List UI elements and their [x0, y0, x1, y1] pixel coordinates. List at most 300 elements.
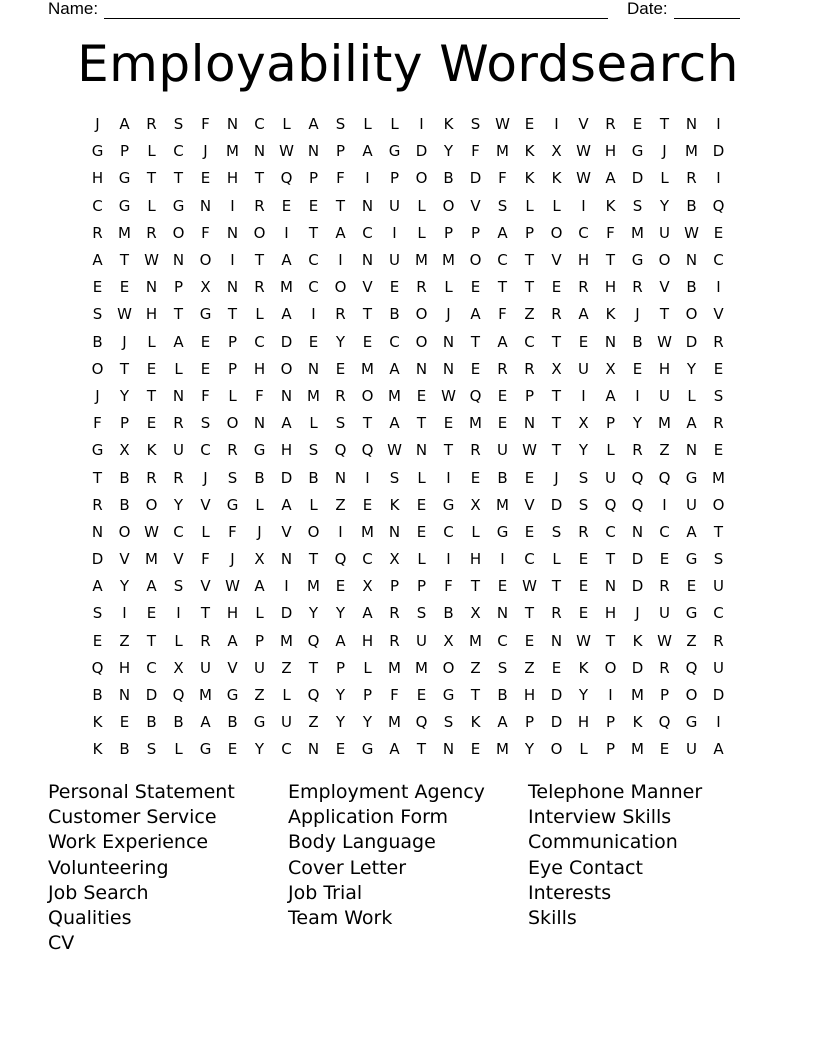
- grid-letter: A: [686, 522, 697, 541]
- grid-letter: J: [446, 305, 451, 324]
- grid-letter: W: [657, 631, 672, 650]
- grid-letter: H: [280, 441, 293, 460]
- grid-letter: K: [605, 196, 616, 215]
- grid-row: [84, 301, 732, 328]
- grid-letter: N: [307, 359, 320, 378]
- grid-letter: B: [443, 169, 454, 188]
- grid-letter: T: [308, 550, 319, 569]
- grid-letter: S: [713, 550, 724, 569]
- grid-letter: C: [497, 631, 508, 650]
- grid-letter: R: [146, 468, 157, 487]
- grid-letter: I: [230, 196, 235, 215]
- grid-letter: O: [280, 359, 293, 378]
- grid-letter: Z: [524, 305, 535, 324]
- grid-letter: H: [604, 142, 617, 161]
- grid-letter: K: [92, 713, 103, 732]
- grid-letter: E: [119, 278, 130, 297]
- letter-grid: [84, 111, 732, 764]
- word-item: Skills: [528, 906, 577, 929]
- grid-letter: Z: [335, 495, 346, 514]
- grid-letter: S: [632, 196, 643, 215]
- grid-row: [84, 138, 732, 165]
- grid-letter: O: [712, 495, 725, 514]
- grid-letter: M: [145, 550, 158, 569]
- grid-letter: S: [443, 713, 454, 732]
- grid-letter: S: [173, 577, 184, 596]
- grid-letter: P: [605, 414, 616, 433]
- grid-letter: P: [470, 223, 481, 242]
- grid-letter: S: [173, 115, 184, 134]
- grid-letter: R: [335, 305, 346, 324]
- grid-letter: Q: [334, 441, 347, 460]
- grid-letter: W: [684, 223, 699, 242]
- grid-letter: O: [604, 658, 617, 677]
- grid-letter: E: [497, 386, 508, 405]
- grid-letter: M: [496, 495, 509, 514]
- grid-letter: L: [687, 386, 696, 405]
- grid-letter: Y: [578, 441, 589, 460]
- grid-letter: R: [92, 223, 103, 242]
- grid-letter: E: [686, 577, 697, 596]
- grid-letter: G: [685, 468, 698, 487]
- grid-letter: K: [443, 115, 454, 134]
- grid-letter: T: [524, 278, 535, 297]
- grid-letter: K: [524, 169, 535, 188]
- grid-letter: A: [335, 223, 346, 242]
- grid-letter: A: [92, 251, 103, 270]
- grid-letter: R: [578, 522, 589, 541]
- grid-letter: J: [635, 305, 640, 324]
- grid-letter: C: [173, 522, 184, 541]
- grid-letter: O: [91, 359, 104, 378]
- grid-letter: P: [173, 278, 184, 297]
- grid-letter: N: [550, 631, 563, 650]
- grid-letter: Y: [173, 495, 184, 514]
- grid-letter: T: [497, 278, 508, 297]
- grid-letter: E: [308, 196, 319, 215]
- grid-letter: N: [361, 196, 374, 215]
- grid-letter: I: [122, 604, 127, 623]
- grid-letter: N: [307, 740, 320, 759]
- grid-letter: C: [308, 251, 319, 270]
- grid-letter: H: [577, 251, 590, 270]
- grid-letter: U: [713, 577, 724, 596]
- grid-letter: M: [280, 631, 293, 650]
- grid-letter: R: [254, 278, 265, 297]
- grid-row: [84, 464, 732, 491]
- grid-row: [84, 492, 732, 519]
- word-item: Job Trial: [288, 881, 363, 904]
- grid-letter: C: [362, 550, 373, 569]
- grid-letter: S: [416, 604, 427, 623]
- grid-letter: N: [226, 223, 239, 242]
- grid-letter: Y: [335, 686, 346, 705]
- grid-letter: N: [442, 740, 455, 759]
- grid-letter: E: [524, 115, 535, 134]
- grid-letter: O: [550, 223, 563, 242]
- grid-row: [84, 655, 732, 682]
- grid-letter: H: [658, 359, 671, 378]
- grid-letter: S: [578, 468, 589, 487]
- grid-letter: E: [497, 577, 508, 596]
- grid-letter: N: [415, 359, 428, 378]
- grid-letter: T: [551, 332, 562, 351]
- grid-letter: E: [308, 332, 319, 351]
- grid-letter: R: [659, 658, 670, 677]
- grid-letter: R: [416, 278, 427, 297]
- grid-row: [84, 519, 732, 546]
- grid-letter: K: [632, 713, 643, 732]
- grid-letter: N: [361, 251, 374, 270]
- grid-letter: E: [632, 359, 643, 378]
- grid-letter: C: [254, 115, 265, 134]
- word-item: Interests: [528, 881, 612, 904]
- grid-letter: A: [362, 142, 373, 161]
- grid-letter: K: [632, 631, 643, 650]
- grid-letter: A: [119, 115, 130, 134]
- grid-row: [84, 274, 732, 301]
- grid-letter: N: [442, 332, 455, 351]
- grid-letter: D: [631, 658, 644, 677]
- grid-letter: W: [279, 142, 294, 161]
- grid-letter: O: [442, 658, 455, 677]
- grid-letter: K: [551, 169, 562, 188]
- grid-letter: X: [605, 359, 616, 378]
- grid-letter: A: [389, 740, 400, 759]
- grid-letter: T: [605, 550, 616, 569]
- grid-letter: F: [255, 386, 264, 405]
- grid-letter: P: [308, 169, 319, 188]
- grid-letter: T: [119, 251, 130, 270]
- grid-letter: C: [173, 142, 184, 161]
- grid-letter: S: [497, 658, 508, 677]
- grid-letter: N: [388, 522, 401, 541]
- grid-letter: S: [227, 468, 238, 487]
- grid-row: [84, 220, 732, 247]
- grid-letter: T: [605, 631, 616, 650]
- grid-letter: V: [578, 115, 589, 134]
- grid-letter: X: [551, 142, 562, 161]
- grid-letter: W: [657, 332, 672, 351]
- grid-letter: Z: [254, 686, 265, 705]
- name-label: Name:: [48, 0, 99, 18]
- grid-letter: N: [307, 142, 320, 161]
- grid-letter: U: [686, 495, 697, 514]
- grid-letter: E: [578, 604, 589, 623]
- grid-letter: A: [281, 305, 292, 324]
- grid-letter: D: [91, 550, 104, 569]
- grid-letter: I: [284, 577, 289, 596]
- grid-letter: R: [632, 441, 643, 460]
- grid-letter: E: [659, 550, 670, 569]
- grid-letter: Z: [524, 658, 535, 677]
- page-title: Employability Wordsearch: [77, 35, 739, 93]
- grid-letter: M: [226, 142, 239, 161]
- grid-letter: L: [309, 414, 318, 433]
- grid-letter: B: [119, 740, 130, 759]
- grid-letter: P: [227, 332, 238, 351]
- grid-letter: T: [470, 332, 481, 351]
- grid-row: [84, 383, 732, 410]
- grid-letter: M: [496, 142, 509, 161]
- name-blank-line[interactable]: [104, 18, 608, 19]
- grid-letter: C: [146, 658, 157, 677]
- grid-letter: M: [469, 631, 482, 650]
- grid-letter: A: [281, 495, 292, 514]
- grid-letter: M: [631, 223, 644, 242]
- grid-letter: K: [524, 142, 535, 161]
- grid-letter: T: [146, 386, 157, 405]
- grid-letter: A: [227, 631, 238, 650]
- grid-letter: M: [118, 223, 131, 242]
- grid-letter: L: [363, 115, 372, 134]
- grid-letter: A: [713, 740, 724, 759]
- grid-letter: Q: [415, 713, 428, 732]
- grid-letter: H: [118, 658, 131, 677]
- grid-letter: B: [686, 278, 697, 297]
- grid-row: [84, 193, 732, 220]
- grid-letter: O: [469, 251, 482, 270]
- grid-letter: Q: [172, 686, 185, 705]
- grid-letter: K: [389, 495, 400, 514]
- grid-letter: G: [253, 441, 266, 460]
- grid-letter: T: [470, 686, 481, 705]
- grid-letter: Z: [119, 631, 130, 650]
- grid-row: [84, 437, 732, 464]
- grid-letter: P: [389, 169, 400, 188]
- grid-letter: I: [716, 278, 721, 297]
- grid-letter: E: [713, 359, 724, 378]
- word-column: [528, 780, 768, 956]
- grid-letter: T: [335, 196, 346, 215]
- grid-letter: R: [578, 278, 589, 297]
- grid-letter: I: [716, 115, 721, 134]
- grid-letter: J: [95, 115, 100, 134]
- grid-letter: I: [446, 468, 451, 487]
- grid-letter: Z: [308, 713, 319, 732]
- grid-letter: I: [716, 169, 721, 188]
- grid-letter: Z: [281, 658, 292, 677]
- grid-letter: O: [253, 223, 266, 242]
- grid-letter: N: [415, 441, 428, 460]
- grid-letter: R: [659, 577, 670, 596]
- grid-letter: I: [338, 522, 343, 541]
- grid-letter: M: [361, 359, 374, 378]
- grid-letter: W: [144, 251, 159, 270]
- grid-letter: T: [524, 604, 535, 623]
- grid-letter: R: [632, 278, 643, 297]
- grid-letter: S: [551, 522, 562, 541]
- word-list: [48, 780, 768, 956]
- grid-letter: E: [146, 604, 157, 623]
- grid-letter: O: [226, 414, 239, 433]
- grid-letter: A: [173, 332, 184, 351]
- grid-letter: G: [496, 522, 509, 541]
- grid-letter: F: [498, 305, 507, 324]
- grid-letter: A: [362, 604, 373, 623]
- grid-letter: O: [685, 686, 698, 705]
- grid-letter: E: [362, 332, 373, 351]
- grid-letter: A: [335, 631, 346, 650]
- grid-letter: O: [145, 495, 158, 514]
- grid-letter: V: [524, 495, 535, 514]
- grid-letter: G: [118, 169, 131, 188]
- grid-letter: F: [201, 386, 210, 405]
- grid-letter: I: [635, 386, 640, 405]
- grid-letter: N: [226, 278, 239, 297]
- word-item: Body Language: [288, 831, 436, 854]
- grid-letter: Z: [686, 631, 697, 650]
- grid-letter: B: [119, 468, 130, 487]
- grid-letter: B: [146, 713, 157, 732]
- grid-letter: P: [254, 631, 265, 650]
- grid-letter: D: [631, 577, 644, 596]
- grid-letter: N: [496, 604, 509, 623]
- grid-letter: N: [253, 142, 266, 161]
- grid-letter: V: [551, 251, 562, 270]
- grid-letter: T: [254, 169, 265, 188]
- grid-letter: W: [441, 386, 456, 405]
- grid-letter: C: [389, 332, 400, 351]
- grid-letter: G: [199, 305, 212, 324]
- grid-letter: G: [442, 495, 455, 514]
- grid-letter: N: [334, 468, 347, 487]
- grid-letter: C: [443, 522, 454, 541]
- grid-letter: W: [576, 142, 591, 161]
- grid-letter: J: [203, 142, 208, 161]
- grid-letter: E: [524, 522, 535, 541]
- word-item: Qualities: [48, 906, 132, 929]
- grid-letter: I: [608, 686, 613, 705]
- grid-letter: T: [173, 169, 184, 188]
- grid-letter: X: [119, 441, 130, 460]
- grid-letter: S: [335, 115, 346, 134]
- date-blank-line[interactable]: [674, 18, 740, 19]
- grid-letter: W: [225, 577, 240, 596]
- grid-letter: E: [470, 278, 481, 297]
- grid-row: [84, 356, 732, 383]
- grid-letter: Q: [685, 658, 698, 677]
- grid-letter: R: [227, 441, 238, 460]
- grid-letter: Y: [254, 740, 265, 759]
- grid-letter: P: [416, 577, 427, 596]
- grid-letter: U: [281, 713, 292, 732]
- grid-letter: G: [118, 196, 131, 215]
- grid-letter: C: [254, 332, 265, 351]
- grid-letter: Z: [470, 658, 481, 677]
- grid-letter: L: [552, 550, 561, 569]
- grid-row: [84, 682, 732, 709]
- grid-letter: V: [362, 278, 373, 297]
- grid-letter: N: [145, 278, 158, 297]
- grid-letter: M: [415, 658, 428, 677]
- grid-letter: T: [146, 631, 157, 650]
- grid-letter: Y: [686, 359, 697, 378]
- grid-letter: L: [552, 196, 561, 215]
- grid-letter: D: [712, 686, 725, 705]
- grid-letter: F: [606, 223, 615, 242]
- grid-row: [84, 628, 732, 655]
- grid-letter: L: [174, 740, 183, 759]
- grid-letter: L: [147, 196, 156, 215]
- word-item: Application Form: [288, 806, 449, 829]
- grid-letter: F: [228, 522, 237, 541]
- grid-letter: J: [554, 468, 559, 487]
- word-item: Telephone Manner: [528, 781, 703, 803]
- grid-letter: T: [605, 251, 616, 270]
- grid-letter: U: [659, 223, 670, 242]
- grid-letter: C: [713, 604, 724, 623]
- grid-letter: R: [524, 359, 535, 378]
- grid-letter: D: [280, 468, 293, 487]
- grid-letter: T: [551, 441, 562, 460]
- grid-letter: N: [226, 115, 239, 134]
- grid-letter: Y: [578, 686, 589, 705]
- grid-letter: L: [282, 686, 291, 705]
- grid-letter: E: [200, 359, 211, 378]
- grid-letter: E: [119, 713, 130, 732]
- grid-letter: A: [497, 332, 508, 351]
- grid-letter: X: [362, 577, 373, 596]
- grid-letter: G: [631, 251, 644, 270]
- grid-letter: M: [415, 251, 428, 270]
- grid-letter: E: [551, 658, 562, 677]
- grid-row: [84, 329, 732, 356]
- grid-letter: I: [284, 223, 289, 242]
- grid-letter: C: [659, 522, 670, 541]
- grid-letter: V: [200, 495, 211, 514]
- grid-letter: M: [280, 278, 293, 297]
- grid-letter: D: [631, 550, 644, 569]
- grid-letter: D: [145, 686, 158, 705]
- grid-letter: R: [713, 414, 724, 433]
- grid-letter: L: [147, 332, 156, 351]
- grid-letter: V: [200, 577, 211, 596]
- grid-letter: R: [686, 169, 697, 188]
- grid-letter: H: [469, 550, 482, 569]
- grid-letter: C: [308, 278, 319, 297]
- grid-letter: N: [442, 359, 455, 378]
- grid-letter: Q: [658, 468, 671, 487]
- grid-letter: L: [363, 658, 372, 677]
- grid-letter: G: [685, 713, 698, 732]
- grid-letter: G: [91, 441, 104, 460]
- grid-letter: P: [524, 223, 535, 242]
- word-item: CV: [48, 932, 75, 955]
- grid-letter: E: [416, 386, 427, 405]
- grid-letter: N: [523, 414, 536, 433]
- grid-letter: G: [685, 550, 698, 569]
- grid-letter: O: [172, 223, 185, 242]
- grid-letter: Y: [308, 604, 319, 623]
- grid-letter: J: [203, 468, 208, 487]
- grid-letter: A: [470, 305, 481, 324]
- grid-letter: W: [576, 169, 591, 188]
- grid-letter: C: [605, 522, 616, 541]
- grid-letter: U: [389, 251, 400, 270]
- grid-letter: B: [497, 686, 508, 705]
- grid-letter: V: [470, 196, 481, 215]
- grid-letter: L: [525, 196, 534, 215]
- grid-letter: M: [199, 686, 212, 705]
- grid-letter: R: [470, 441, 481, 460]
- grid-letter: I: [365, 169, 370, 188]
- grid-letter: W: [495, 115, 510, 134]
- grid-letter: L: [606, 441, 615, 460]
- grid-letter: C: [713, 251, 724, 270]
- grid-letter: I: [446, 550, 451, 569]
- grid-letter: E: [470, 740, 481, 759]
